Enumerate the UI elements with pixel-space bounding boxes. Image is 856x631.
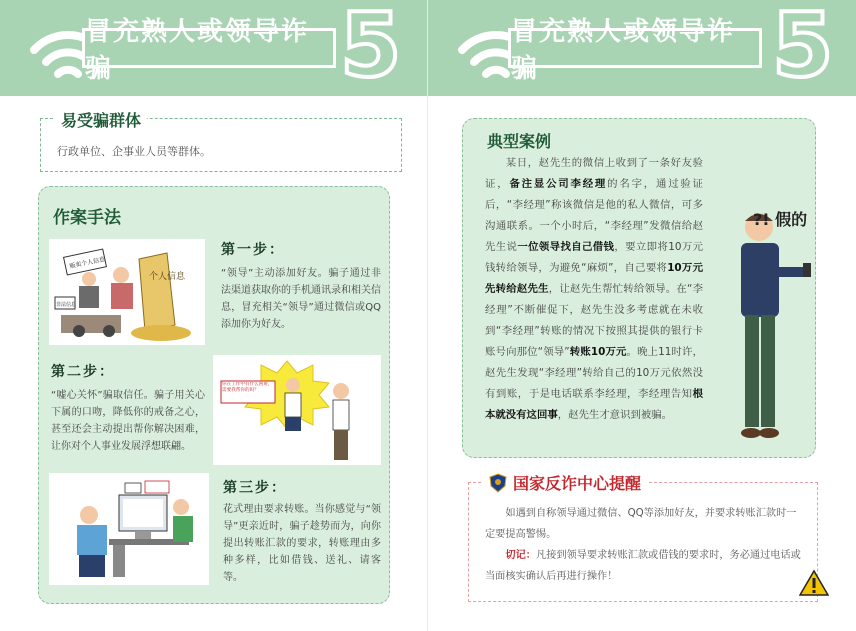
method-box bbox=[38, 186, 390, 604]
vulnerable-group-text: 行政单位、企事业人员等群体。 bbox=[57, 145, 211, 158]
alert-title: 国家反诈中心提醒 bbox=[513, 474, 642, 493]
step-3-text: 花式理由要求转账。当你感觉与“领导”更亲近时，骗子趁势而为，向你提出转账汇款的要求，转账理由多种多样，比如借钱、送礼、请客等。 bbox=[223, 504, 381, 583]
step-1-text: “领导”主动添加好友。骗子通过非法渠道获取你的手机通讯录和相关信息，冒充相关“领导”通过微信或QQ添加你为好友。 bbox=[221, 268, 381, 330]
man-with-phone-illustration bbox=[725, 207, 811, 447]
header-title-box-right bbox=[508, 17, 762, 84]
right-page bbox=[428, 0, 856, 631]
step-2-title: 第二步： bbox=[51, 364, 115, 380]
sign-label-1: 贩卖个人信息 bbox=[68, 255, 106, 271]
alert-header bbox=[483, 471, 647, 494]
police-badge-icon bbox=[489, 473, 507, 493]
header-title-box bbox=[82, 17, 336, 84]
header-banner-right bbox=[428, 0, 856, 96]
case-title: 典型案例 bbox=[487, 132, 552, 151]
step-3-title: 第三步： bbox=[223, 480, 287, 496]
header-banner bbox=[0, 0, 428, 96]
computer-chat-illustration bbox=[49, 473, 209, 585]
page-title-right: 冒充熟人或领导诈骗 bbox=[511, 17, 736, 84]
phone-call-illustration bbox=[213, 355, 381, 465]
step-2-text: “嘘心关怀”骗取信任。骗子用关心下属的口吻，降低你的戒备之心，甚至还会主动提出帮你解决困难，让你对个人事业发展浮想联翩。 bbox=[51, 390, 205, 452]
fake-exclaim: ?! 假的 bbox=[753, 210, 808, 229]
page-title: 冒充熟人或领导诈骗 bbox=[85, 17, 310, 84]
alert-reminder: 切记：凡接到领导要求转账汇款或借钱的要求时，务必通过电话或当面核实确认后再进行操作！ bbox=[485, 550, 801, 582]
sign-label-2: 非法信息 bbox=[56, 302, 77, 308]
section-number-right: 5 bbox=[772, 0, 834, 97]
alert-text: 如遇到自称领导通过微信、QQ等添加好友，并要求转账汇款时一定要提高警惕。 bbox=[485, 508, 797, 540]
section-number: 5 bbox=[340, 0, 402, 97]
step-1-title: 第一步： bbox=[221, 242, 285, 258]
sack-label: 个人信息 bbox=[149, 272, 186, 282]
case-box bbox=[462, 118, 816, 458]
warning-icon bbox=[799, 569, 829, 597]
case-text: 某日，赵先生的微信上收到了一条好友验证，备注显公司李经理的名字，通过验证后，“李经理”称该微信是他的私人微信，可多沟通联系。一个小时后，“李经理”发微信给赵先生说一位领导找自己借钱，要立即将10万元钱转给领导，为避免“麻烦”，自己要将10万元先转给赵先生，让赵先生帮忙转给领导。在“李经理”不断催促下，赵先生没多考虑就在未收到“李经理”转账的情况下按照其提供的银行卡账号向那位“领导”转账10万元。晚上11时许，赵先生发现“李经理”转给自己的10万元依然没有到账，于是电话联系李经理，李经理告知根本就没有这回事，赵先生才意识到被骗。 bbox=[485, 157, 704, 421]
info-sale-illustration bbox=[49, 239, 205, 345]
vulnerable-group-title: 易受骗群体 bbox=[55, 108, 147, 131]
speech-bubble-text: 你在工作中有什么困难，需要我帮你的吗？ bbox=[222, 382, 273, 393]
method-title: 作案手法 bbox=[53, 208, 121, 228]
vulnerable-group-box bbox=[40, 111, 402, 172]
alert-box bbox=[468, 474, 818, 602]
